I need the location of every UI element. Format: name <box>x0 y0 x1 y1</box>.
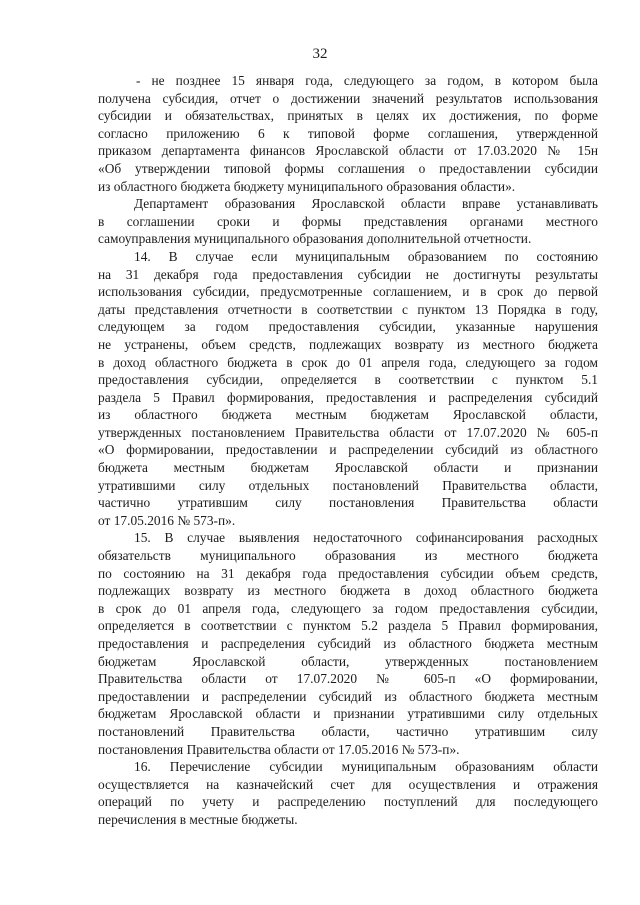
text-line: «Об утверждении типовой формы соглашения о предоставлении субсидии <box>98 160 598 176</box>
text-line: постановлений Правительства области, частично утратившим силу <box>98 723 598 739</box>
text-line: осуществляется на казначейский счет для осуществления и отражения <box>98 776 598 792</box>
text-line: в соглашении сроки и формы представления органами местного <box>98 213 598 229</box>
text-line: по состоянию на 31 декабря года предоставления субсидии объем средств, <box>98 565 598 581</box>
text-line: частично утратившим силу постановления Правительства области <box>98 495 598 511</box>
text-line: бюджетам Ярославской области и признании утратившими силу отдельных <box>98 706 598 722</box>
text-line: 15. В случае выявления недостаточного софинансирования расходных <box>134 530 598 546</box>
document-body <box>98 72 598 829</box>
text-line: 16. Перечисление субсидии муниципальным образованиям области <box>134 759 598 775</box>
text-line: использования субсидии, предусмотренные соглашением, и в срок до первой <box>98 284 598 300</box>
paragraph <box>98 529 598 758</box>
text-line: приказом департамента финансов Ярославской области от 17.03.2020 № 15н <box>98 143 598 159</box>
text-line: получена субсидия, отчет о достижении значений результатов использования <box>98 90 598 106</box>
text-line: постановления Правительства области от 17.05.2016 № 573-п». <box>98 741 460 757</box>
text-line: Правительства области от 17.07.2020 № 605-п «О формировании, <box>98 671 598 687</box>
text-line: не устранены, объем средств, подлежащих возврату из местного бюджета <box>98 336 598 352</box>
text-line: предоставления субсидии, определяется в соответствии с пунктом 5.1 <box>98 372 598 388</box>
text-line: 14. В случае если муниципальным образованием по состоянию <box>134 248 598 264</box>
text-line: подлежащих возврату из местного бюджета в доход областного бюджета <box>98 583 598 599</box>
text-line: согласно приложению 6 к типовой форме соглашения, утвержденной <box>98 125 598 141</box>
text-line: самоуправления муниципального образования дополнительной отчетности. <box>98 231 532 247</box>
text-line: бюджетам Ярославской области, утвержденных постановлением <box>98 653 598 669</box>
text-line: - не позднее 15 января года, следующего за годом, в котором была <box>136 73 598 88</box>
text-line: утвержденных постановлением Правительства области от 17.07.2020 № 605-п <box>98 424 598 440</box>
paragraph <box>98 72 598 195</box>
text-line: из областного бюджета бюджету муниципального образования области». <box>98 178 516 194</box>
text-line: предоставлении и распределении субсидий из областного бюджета местным <box>98 688 598 704</box>
text-line: субсидии и обязательствах, принятых в целях их достижения, по форме <box>98 108 598 124</box>
paragraph <box>98 195 598 248</box>
text-line: Департамент образования Ярославской области вправе устанавливать <box>134 196 598 212</box>
text-line: предоставления и распределения субсидий из областного бюджета местным <box>98 636 598 651</box>
text-line: в срок до 01 апреля года, следующего за годом предоставления субсидии, <box>98 600 598 616</box>
text-line: из областного бюджета местным бюджетам Ярославской области, <box>98 407 598 423</box>
text-line: обязательств муниципального образования из местного бюджета <box>98 548 598 564</box>
text-line: бюджета местным бюджетам Ярославской области и признании <box>98 460 598 476</box>
text-line: утратившими силу отдельных постановлений Правительства области, <box>98 477 598 493</box>
text-line: от 17.05.2016 № 573-п». <box>98 512 236 528</box>
paragraph <box>98 758 598 828</box>
text-line: раздела 5 Правил формирования, предоставления и распределения субсидий <box>98 389 598 405</box>
page-number: 32 <box>312 46 328 62</box>
text-line: перечисления в местные бюджеты. <box>98 811 298 827</box>
text-line: следующем за годом предоставления субсидии, указанные нарушения <box>98 319 598 335</box>
text-line: операций по учету и распределению поступлений для последующего <box>98 794 598 810</box>
text-line: даты представления отчетности в соответствии с пунктом 13 Порядка в году, <box>98 301 598 317</box>
text-line: «О формировании, предоставлении и распределении субсидий из областного <box>98 442 598 458</box>
text-line: в доход областного бюджета в срок до 01 апреля года, следующего за годом <box>98 354 598 370</box>
text-line: определяется в соответствии с пунктом 5.2 раздела 5 Правил формирования, <box>98 618 598 634</box>
text-line: на 31 декабря года предоставления субсидии не достигнуты результаты <box>98 266 598 282</box>
paragraph <box>98 248 598 530</box>
